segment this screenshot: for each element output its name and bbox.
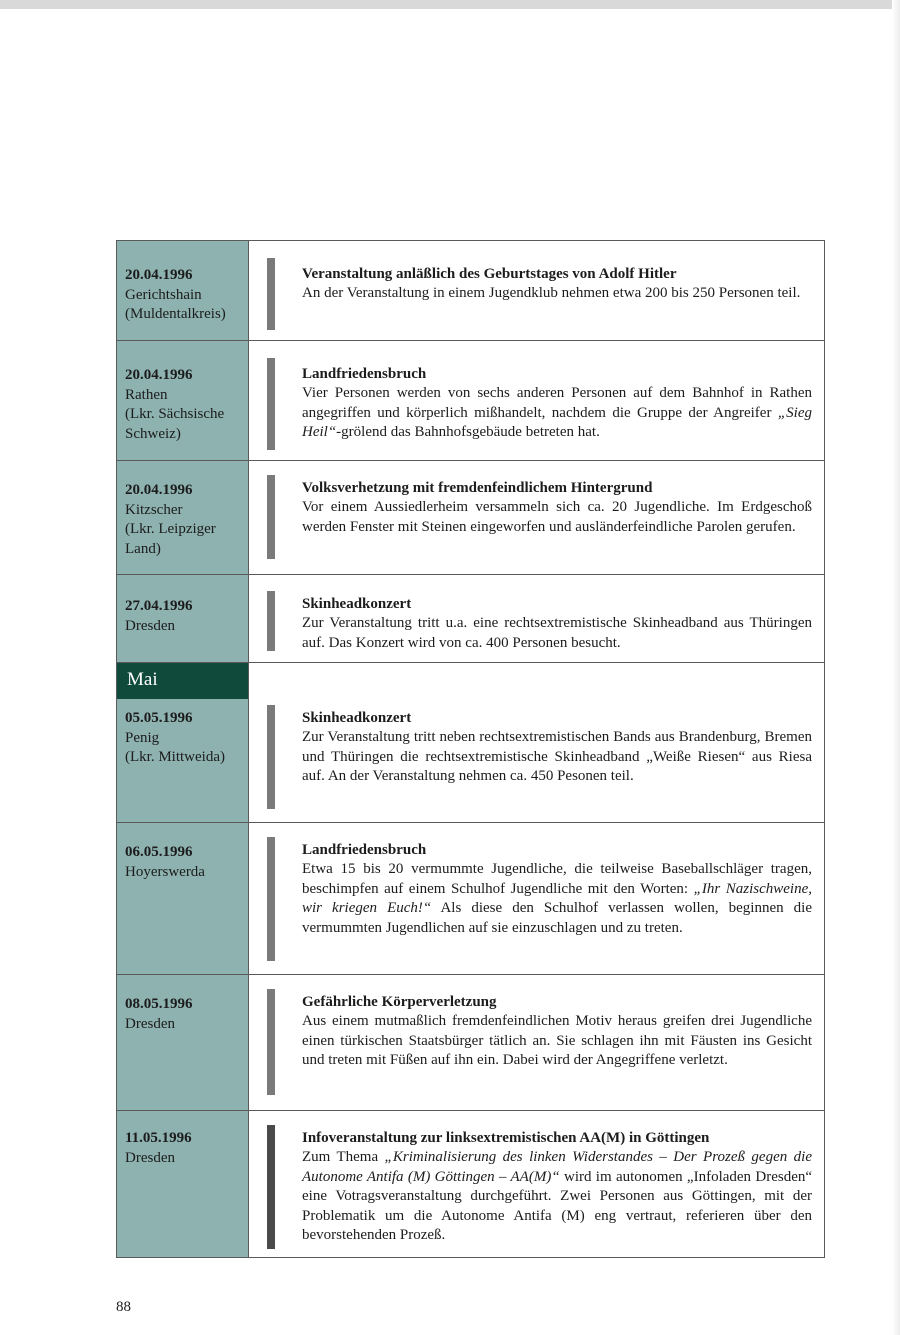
entry-place-line: (Lkr. Sächsische [125, 406, 225, 422]
entry-date: 20.04.1996 [125, 482, 193, 498]
chronology-entry [117, 975, 824, 1111]
entry-body: Zur Veranstaltung tritt neben rechtsextremistischen Bands aus Brandenburg, Bremen und Thüringen die rechtsextremistische Skinheadband „Weiße Riesen“ aus Riesa auf. An der Veranstaltung nehmen ca. 450 Pesonen teil. [302, 729, 812, 785]
entry-meta [125, 481, 245, 559]
entry-date: 20.04.1996 [125, 267, 193, 283]
entry-body [302, 860, 812, 938]
entry-meta [125, 597, 245, 636]
entry-body: An der Veranstaltung in einem Jugendklub nehmen etwa 200 bis 250 Personen teil. [302, 285, 801, 302]
entry-content [302, 479, 812, 537]
entry-body [302, 1148, 812, 1245]
entry-title: Landfriedensbruch [302, 842, 427, 858]
entry-body: Aus einem mutmaßlich fremdenfeindlichen Motiv heraus greifen drei Jugendliche einen türkischen Staatsbürger tätlich an. Sie schlagen ihn mit Fäusten ins Gesicht und treten mit Füßen auf ihn ein. Dabei wird der Angegriffene verletzt. [302, 1013, 812, 1069]
entry-place-line: Land) [125, 540, 161, 557]
entry-body: Zur Veranstaltung tritt u.a. eine rechtsextremistische Skinheadband aus Thüringen auf. Das Konzert wird von ca. 400 Personen besucht. [302, 615, 812, 651]
entry-place-line: Hoyerswerda [125, 863, 205, 880]
entry-body: Vor einem Aussiedlerheim versammeln sich ca. 20 Jugendliche. Im Erdgeschoß werden Fenster mit Steinen eingeworfen und ausländerfeindliche Parolen gerufen. [302, 499, 812, 535]
entry-content [302, 265, 812, 304]
chronology-entry [117, 241, 824, 341]
entry-marker-bar [267, 989, 275, 1095]
entry-content [302, 1129, 812, 1245]
entry-body-text: -grölend das Bahnhofsgebäude betreten hat. [336, 424, 600, 441]
entry-title: Volksverhetzung mit fremdenfeindlichem Hintergrund [302, 480, 653, 496]
chronology-entry [117, 699, 824, 823]
row-divider [117, 662, 824, 663]
entry-place-line: Gerichtshain [125, 286, 202, 303]
entry-body-quote: „Ihr Nazischweine, wir kriegen Euch!“ [302, 880, 812, 917]
entry-marker-bar [267, 1125, 275, 1249]
entry-meta [125, 366, 245, 444]
entry-place-line: Penig [125, 729, 160, 746]
entry-meta [125, 1129, 245, 1168]
entry-meta [125, 266, 245, 325]
entry-body-text: Vier Personen werden von sechs anderen Personen auf dem Bahnhof in Rathen angegriffen und körperlich mißhandelt, nachdem die Gruppe der Angreifer [302, 385, 812, 421]
entry-title: Skinheadkonzert [302, 710, 412, 726]
month-label: Mai [127, 669, 158, 690]
entry-place-line: Rathen [125, 386, 168, 403]
entry-body-text: Zum Thema [302, 1149, 385, 1166]
entry-date: 20.04.1996 [125, 367, 193, 383]
page-top-edge [0, 0, 900, 9]
entry-place-line: Dresden [125, 617, 175, 634]
chronology-entry [117, 461, 824, 575]
chronology-entry [117, 575, 824, 662]
entry-marker-bar [267, 475, 275, 559]
entry-place-line: Dresden [125, 1015, 175, 1032]
chronology-table [116, 240, 825, 1258]
entry-marker-bar [267, 258, 275, 330]
entry-meta [125, 709, 245, 768]
chronology-entry [117, 341, 824, 461]
entry-title: Gefährliche Körperverletzung [302, 994, 497, 1010]
entry-place-line: (Lkr. Mittweida) [125, 749, 225, 765]
entry-meta [125, 843, 245, 882]
entry-meta [125, 995, 245, 1034]
entry-content [302, 365, 812, 443]
entry-date: 06.05.1996 [125, 844, 193, 860]
entry-content [302, 709, 812, 787]
chronology-entry [117, 1111, 824, 1257]
entry-body-quote: „Kriminalisierung des linken Widerstandes – Der Prozeß gegen die Autonome Antifa (M) Göttingen – AA(M)“ [302, 1149, 812, 1185]
entry-body [302, 384, 812, 442]
entry-place-line: Kitzscher [125, 501, 183, 518]
entry-marker-bar [267, 591, 275, 651]
entry-marker-bar [267, 705, 275, 809]
entry-date: 08.05.1996 [125, 996, 193, 1012]
entry-body-text: Etwa 15 bis 20 vermummte Jugendliche, die teilweise Baseballschläger tragen, beschimpfen auf einem Schulhof Jugendliche mit den Worten: [302, 861, 812, 897]
entry-body-text: wird im autonomen „Infoladen Dresden“ eine Votragsveranstaltung durchgeführt. Zwei Personen aus Göttingen, mit der Problematik um die Autonome Antifa (M) eng vertraut, referieren über den bevorstehenden Prozeß. [302, 1168, 813, 1244]
entry-body-quote: „Sieg Heil“ [302, 404, 812, 441]
entry-title: Skinheadkonzert [302, 596, 412, 612]
page-right-edge [892, 0, 900, 1335]
entry-title: Veranstaltung anläßlich des Geburtstages von Adolf Hitler [302, 266, 677, 282]
entry-marker-bar [267, 358, 275, 450]
entry-marker-bar [267, 837, 275, 961]
entry-date: 05.05.1996 [125, 710, 193, 726]
month-header [117, 662, 248, 699]
entry-content [302, 595, 812, 653]
entry-body-text: Als diese den Schulhof verlassen wollen, beginnen die vermummten Jugendlichen auf sie einzuschlagen und zu treten. [302, 900, 812, 936]
entry-date: 27.04.1996 [125, 598, 193, 614]
entry-date: 11.05.1996 [125, 1130, 192, 1146]
chronology-entry [117, 823, 824, 975]
entry-place-line: Dresden [125, 1149, 175, 1166]
entry-place-line: Schweiz) [125, 425, 181, 442]
page-number: 88 [116, 1299, 131, 1315]
entry-place-line: (Lkr. Leipziger [125, 521, 216, 537]
entry-title: Landfriedensbruch [302, 366, 427, 382]
entry-title: Infoveranstaltung zur linksextremistischen AA(M) in Göttingen [302, 1130, 710, 1146]
entry-place-line: (Muldentalkreis) [125, 306, 226, 322]
entry-content [302, 841, 812, 938]
entry-content [302, 993, 812, 1071]
